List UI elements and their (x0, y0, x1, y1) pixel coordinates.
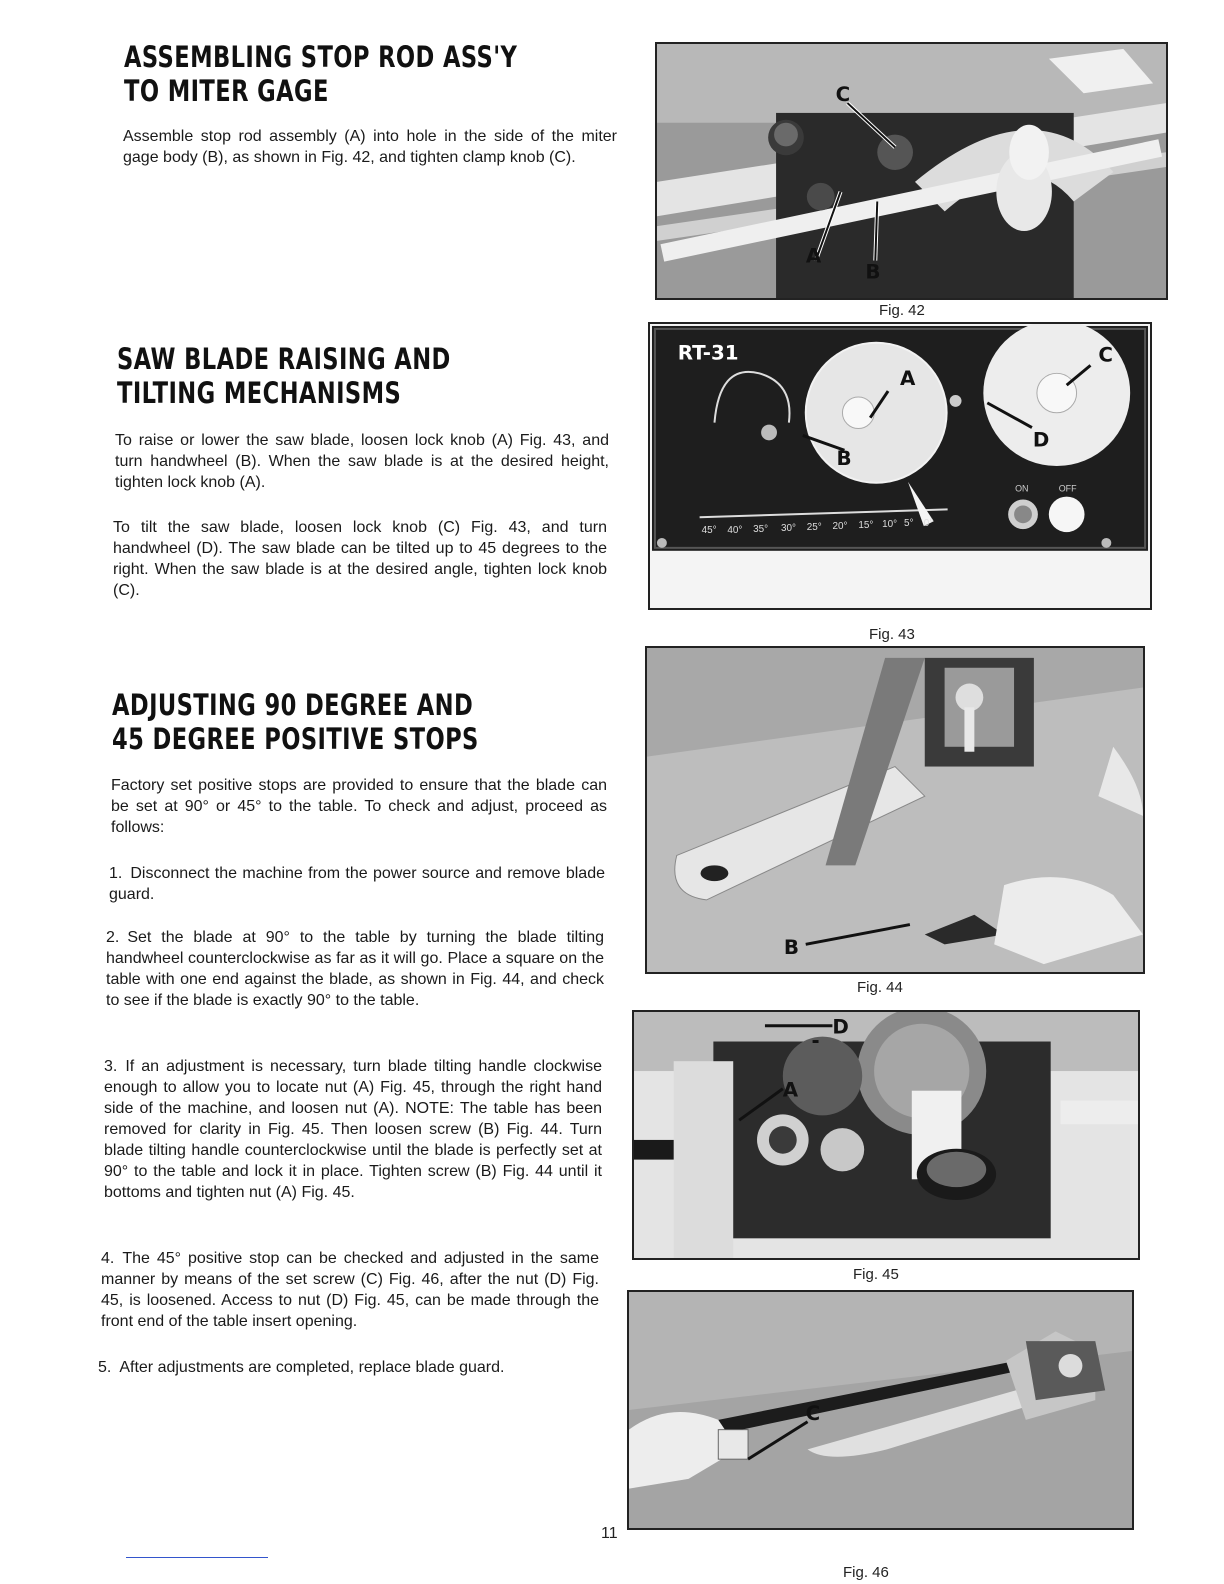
step-number: 4. (101, 1250, 115, 1267)
heading-stop-rod-line2: TO MITER GAGE (124, 74, 329, 108)
fig46-label-c: C (805, 1401, 821, 1425)
page-number: 11 (601, 1525, 618, 1542)
fig44-label-b: B (783, 936, 800, 960)
fig43-scale-20: 20° (832, 521, 848, 533)
fig43-panel-text: RT-31 (677, 341, 739, 365)
step-text: After adjustments are completed, replace blade guard. (119, 1359, 505, 1376)
fig45-label-a: A (782, 1078, 799, 1102)
step-4 (101, 1248, 599, 1332)
figure-42 (655, 42, 1168, 300)
fig43-scale-45: 45° (701, 525, 717, 537)
step-5 (98, 1357, 596, 1378)
raising-paragraph: To raise or lower the saw blade, loosen lock knob (A) Fig. 43, and turn handwheel (B). When the saw blade is at the desired height, tighten lock knob (A). (115, 432, 609, 491)
figure-46 (627, 1290, 1134, 1530)
fig43-label-c: C (1098, 343, 1113, 367)
fig43-off-label: OFF (1058, 483, 1077, 494)
fig43-scale-40: 40° (727, 525, 743, 537)
step-text: The 45° positive stop can be checked and adjusted in the same manner by means of the set screw (C) Fig. 46, after the nut (D) Fig. 45, is loosened. Access to nut (D) Fig. 45, can be made through the front end of the table insert opening. (101, 1250, 599, 1330)
fig43-scale-35: 35° (753, 524, 769, 536)
step-3 (104, 1056, 602, 1203)
heading-raising-tilting (117, 342, 451, 410)
fig45-caption: Fig. 45 (853, 1266, 899, 1283)
fig42-caption: Fig. 42 (879, 302, 925, 319)
fig43-scale-25: 25° (806, 522, 822, 534)
fig45-label-d: D (832, 1015, 849, 1039)
heading-stop-rod (124, 40, 517, 108)
fig43-callouts (650, 324, 1150, 608)
fig42-label-b: B (865, 260, 881, 284)
step-number: 2. (106, 929, 120, 946)
figure-44 (645, 646, 1145, 974)
fig44-callouts (647, 648, 1143, 972)
step-number: 3. (104, 1058, 118, 1075)
fig43-scale-5: 5° (903, 518, 914, 530)
step-text: Disconnect the machine from the power source and remove blade guard. (109, 865, 605, 903)
fig43-label-a: A (900, 367, 916, 391)
fig43-scale-15: 15° (858, 520, 874, 532)
heading-stops-line1: ADJUSTING 90 DEGREE AND (112, 688, 474, 722)
step-1 (109, 863, 605, 905)
step-2 (106, 927, 604, 1011)
heading-raising-line2: TILTING MECHANISMS (117, 376, 402, 410)
fig46-caption: Fig. 46 (843, 1564, 889, 1581)
figure-43 (648, 322, 1152, 610)
fig46-callouts (629, 1292, 1132, 1528)
fig43-scale-0: 0° (923, 518, 934, 530)
stop-rod-body: Assemble stop rod assembly (A) into hole in the side of the miter gage body (B), as shown in Fig. 42, and tighten clamp knob (C). (123, 128, 617, 166)
fig43-label-d: D (1032, 428, 1050, 452)
step-text: Set the blade at 90° to the table by turning the blade tilting handwheel counterclockwise as far as it will go. Place a square on the table with one end against the blade, as shown in Fig. 44, and check to see if the blade is exactly 90° to the table. (106, 929, 604, 1009)
heading-raising-line1: SAW BLADE RAISING AND (117, 342, 451, 376)
step-number: 5. (98, 1359, 112, 1376)
stops-intro: Factory set positive stops are provided to ensure that the blade can be set at 90° or 45° to the table. To check and adjust, proceed as follows: (111, 777, 607, 836)
fig43-caption: Fig. 43 (869, 626, 915, 643)
fig43-label-b: B (836, 447, 852, 470)
heading-positive-stops (112, 688, 479, 756)
heading-stop-rod-line1: ASSEMBLING STOP ROD ASS'Y (124, 40, 518, 74)
fig42-label-a: A (805, 244, 822, 268)
figure-45 (632, 1010, 1140, 1260)
step-number: 1. (109, 865, 123, 882)
fig43-scale-30: 30° (780, 523, 796, 535)
fig42-label-c: C (835, 83, 851, 107)
fig43-on-label: ON (1015, 483, 1029, 494)
fig43-scale-10: 10° (882, 519, 898, 531)
fig45-callouts (634, 1012, 1138, 1258)
fig44-caption: Fig. 44 (857, 979, 903, 996)
tilting-paragraph: To tilt the saw blade, loosen lock knob (C) Fig. 43, and turn handwheel (D). The saw blade can be tilted up to 45 degrees to the right. When the saw blade is at the desired angle, tighten lock knob (C). (113, 519, 607, 599)
step-text: If an adjustment is necessary, turn blade tilting handle clockwise enough to allow you to locate nut (A) Fig. 45, through the right hand side of the machine, and loosen nut (A). NOTE: The table has been removed for clarity in Fig. 45. Then loosen screw (B) Fig. 44. Turn blade tilting handle counterclockwise until the blade is perfectly set at 90° to the table and lock it in place. Tighten screw (B) Fig. 44 until it bottoms and tighten nut (A) Fig. 45. (104, 1058, 602, 1201)
heading-stops-line2: 45 DEGREE POSITIVE STOPS (112, 722, 479, 756)
footer-rule (126, 1557, 268, 1558)
fig42-callouts (657, 44, 1166, 298)
